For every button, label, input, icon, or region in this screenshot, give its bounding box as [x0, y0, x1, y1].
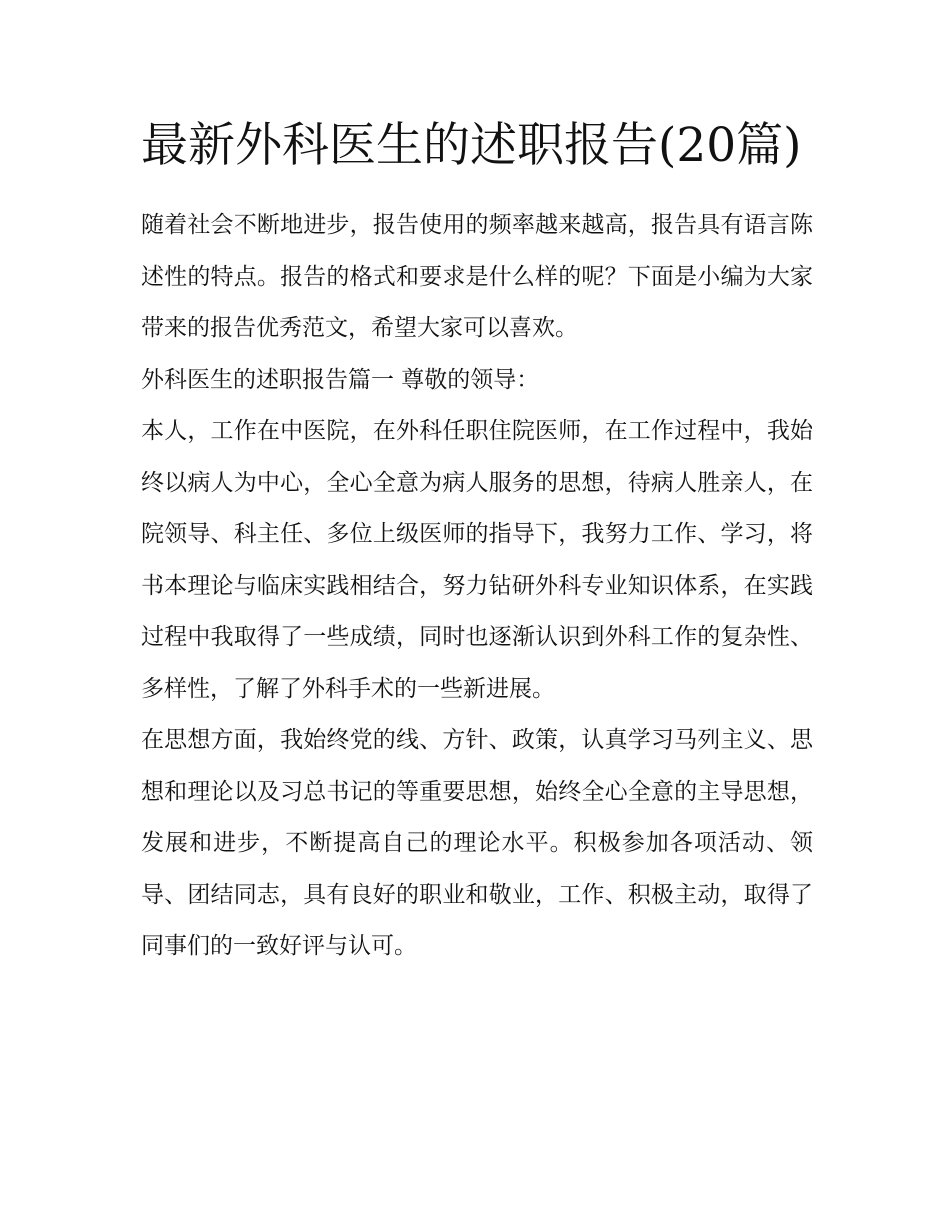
- intro-paragraph: 随着社会不断地进步，报告使用的频率越来越高，报告具有语言陈述性的特点。报告的格式和要求是什么样的呢？下面是小编为大家带来的报告优秀范文，希望大家可以喜欢。: [141, 212, 813, 341]
- document-page: [141, 110, 813, 973]
- section-heading-paragraph: 外科医生的述职报告篇一 尊敬的领导：: [141, 366, 540, 393]
- document-title: 最新外科医生的述职报告(20篇): [141, 118, 802, 173]
- body-paragraph-work: 本人，工作在中医院，在外科任职住院医师，在工作过程中，我始终以病人为中心，全心全意为病人服务的思想，待病人胜亲人，在院领导、科主任、多位上级医师的指导下，我努力工作、学习，将书本理论与临床实践相结合，努力钻研外科专业知识体系，在实践过程中我取得了一些成绩，同时也逐渐认识到外科工作的复杂性、多样性，了解了外科手术的一些新进展。: [141, 418, 813, 702]
- body-paragraph-ideology: 在思想方面，我始终党的线、方针、政策，认真学习马列主义、思想和理论以及习总书记的等重要思想，始终全心全意的主导思想，发展和进步，不断提高自己的理论水平。积极参加各项活动、领导、团结同志，具有良好的职业和敬业，工作、积极主动，取得了同事们的一致好评与认可。: [141, 727, 813, 959]
